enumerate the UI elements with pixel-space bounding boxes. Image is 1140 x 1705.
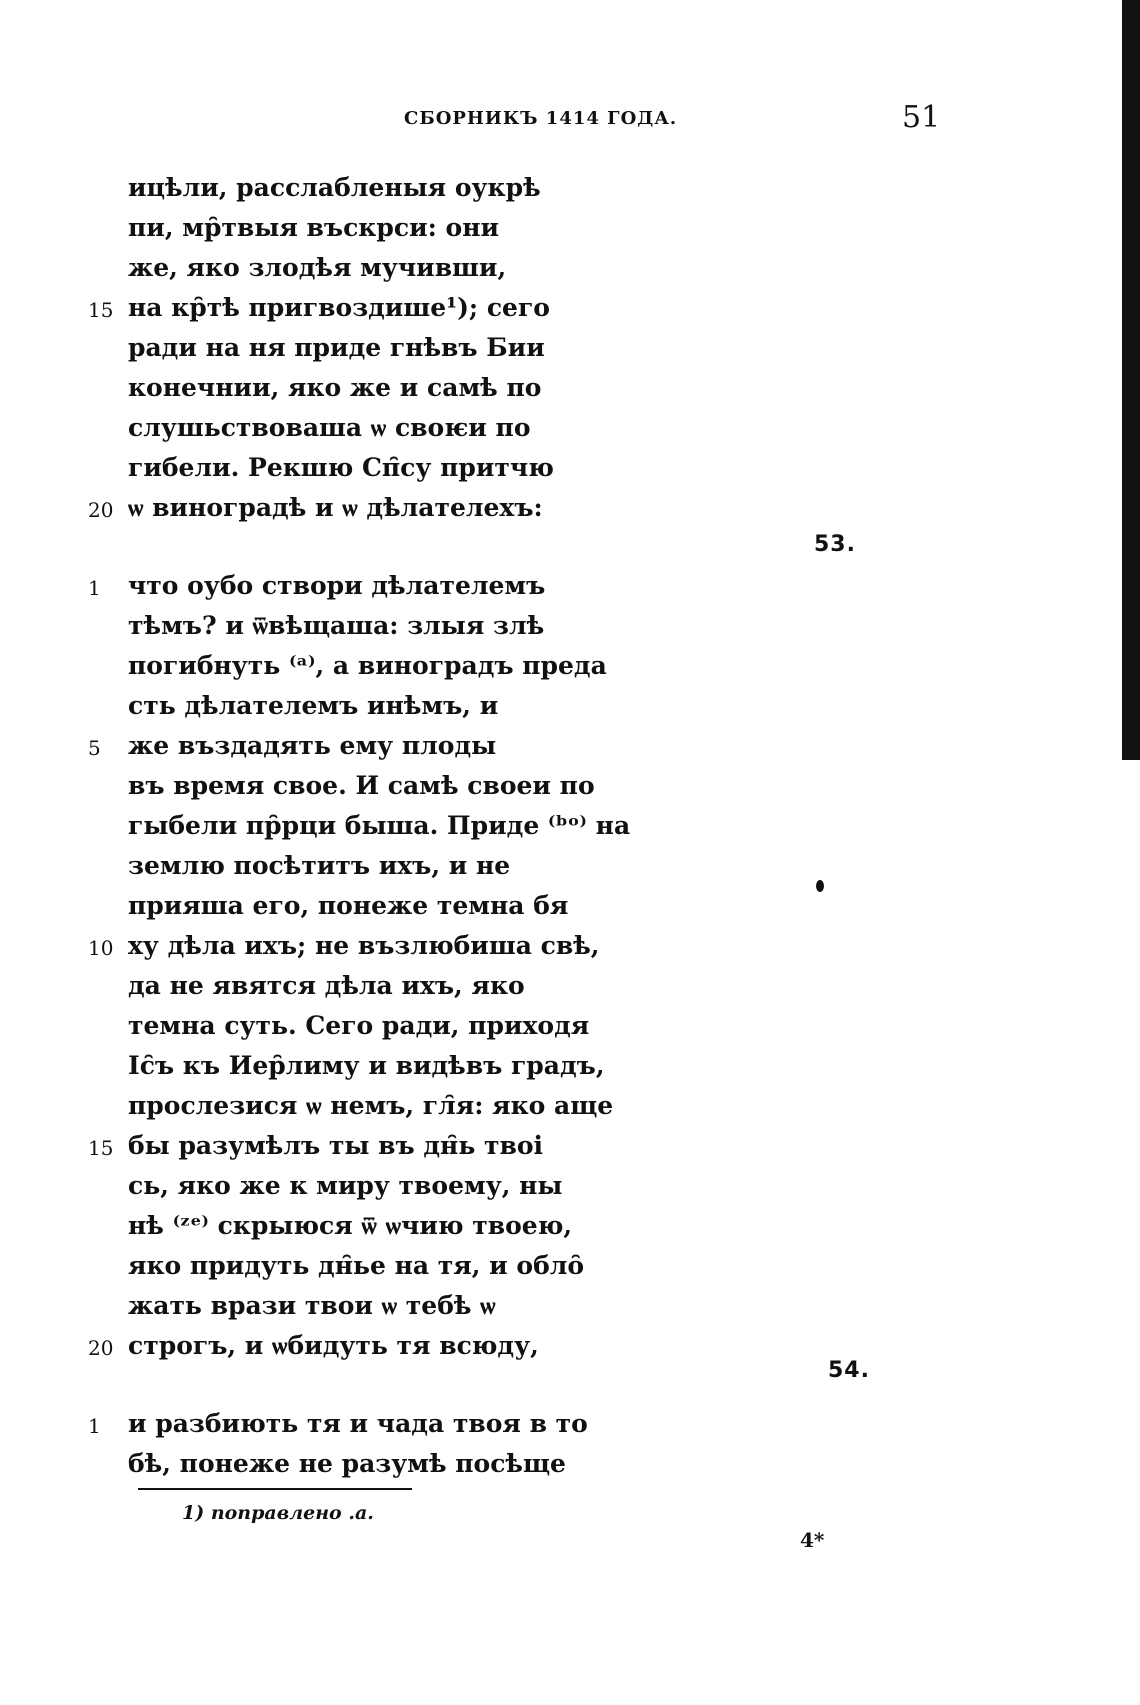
line-number: 15 [88,1136,114,1160]
line-number: 1 [88,1414,101,1438]
section-number-53: 53. [814,532,856,557]
text-line [80,1086,640,1126]
line-text: и разбиють тя и чада твоя в то [128,1409,588,1438]
text-line [80,886,640,926]
text-line [80,1046,640,1086]
line-text: прияша его, понеже темна бя [128,891,569,920]
line-text: прослезися ѡ немъ, гл̑я: яко аще [128,1091,614,1120]
section-number-54: 54. [828,1358,870,1383]
line-text: Іс̑ъ къ Иер̑лиму и видѣвъ градъ, [128,1051,605,1080]
line-text: яко придуть дн̑ье на тя, и обло̑ [128,1251,585,1280]
line-text: же, яко злодѣя мучивши, [128,253,507,282]
line-text: ху дѣла ихъ; не възлюбиша свѣ, [128,931,600,960]
text-line [80,1246,640,1286]
line-text: жать врази твои ѡ тебѣ ѡ [128,1291,496,1320]
text-line [80,926,640,966]
page-number: 51 [902,100,941,135]
text-line [80,288,640,328]
text-line [80,566,640,606]
line-text: ицѣли, расслабленыя оукрѣ [128,173,541,202]
line-text: погибнуть ⁽ᵃ⁾, а виноградъ преда [128,651,607,680]
line-text: конечнии, яко же и самѣ по [128,373,542,402]
signature-mark: 4* [800,1528,825,1552]
line-text: сть дѣлателемъ инѣмъ, и [128,691,499,720]
text-line [80,806,640,846]
text-column [80,168,640,1484]
line-number: 20 [88,498,114,522]
line-text: сь, яко же к миру твоему, ны [128,1171,563,1200]
text-line [80,1206,640,1246]
text-line [80,966,640,1006]
line-text: въ время свое. И самѣ своеи по [128,771,595,800]
text-line [80,488,640,528]
line-text: гыбели пр̑рци быша. Приде ⁽ᵇᵒ⁾ на [128,811,631,840]
line-text: бы разумѣлъ ты въ дн̑ь твоі [128,1131,544,1160]
text-line [80,1444,640,1484]
footnote: 1) поправлено .а. [182,1502,374,1524]
line-text: строгъ, и ѡбидуть тя всюду, [128,1331,539,1360]
line-text: да не явятся дѣла ихъ, яко [128,971,525,1000]
text-line [80,1404,640,1444]
line-text: слушьствоваша ѡ своѥи по [128,413,531,442]
scan-edge-shadow [1122,0,1140,760]
ink-speck [816,880,824,892]
text-line [80,1166,640,1206]
line-text: бѣ, понеже не разумѣ посѣще [128,1449,566,1478]
footnote-divider [138,1488,412,1490]
text-line [80,168,640,208]
line-number: 10 [88,936,114,960]
text-line [80,846,640,886]
line-text: ради на ня приде гнѣвъ Бии [128,333,545,362]
text-line [80,726,640,766]
text-line [80,368,640,408]
line-text: нѣ ⁽ᶻᵉ⁾ скрыюся ѿ ѡчию твоею, [128,1211,573,1240]
text-line [80,448,640,488]
line-number: 20 [88,1336,114,1360]
text-line [80,1326,640,1366]
line-text: же въздадять ему плоды [128,731,497,760]
text-line [80,1286,640,1326]
line-number: 1 [88,576,101,600]
text-line [80,686,640,726]
text-line [80,646,640,686]
line-number: 5 [88,736,101,760]
text-line [80,408,640,448]
text-line [80,1126,640,1166]
text-line [80,248,640,288]
line-text: землю посѣтитъ ихъ, и не [128,851,511,880]
line-text: темна суть. Сего ради, приходя [128,1011,590,1040]
line-text: пи, мр̑твыя въскрси: они [128,213,500,242]
text-line [80,208,640,248]
text-line [80,606,640,646]
text-line [80,328,640,368]
line-text: тѣмъ? и ѿвѣщаша: злыя злѣ [128,611,545,640]
line-text: что оубо створи дѣлателемъ [128,571,546,600]
text-line [80,766,640,806]
line-number: 15 [88,298,114,322]
line-text: ѡ виноградѣ и ѡ дѣлателехъ: [128,493,543,522]
running-title: СБОРНИКЪ 1414 ГОДА. [404,108,678,129]
line-text: гибели. Рекшю Сп̑су притчю [128,453,554,482]
line-text: на кр̑тѣ пригвоздише¹); сего [128,293,550,322]
text-line [80,1006,640,1046]
